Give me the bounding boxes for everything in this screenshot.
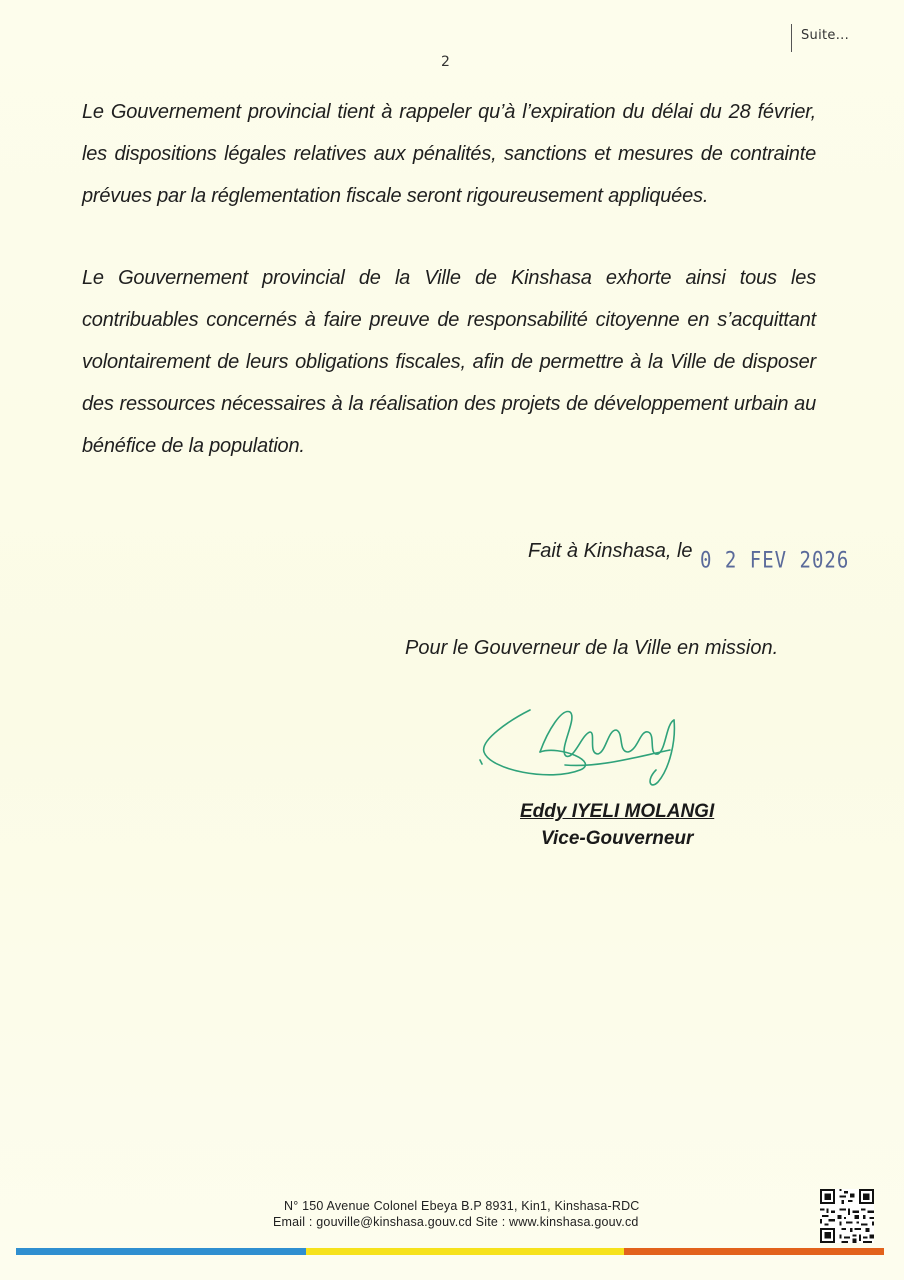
qr-code-icon [820, 1189, 874, 1243]
signature-icon [470, 690, 700, 800]
place-text: Fait à Kinshasa, le [528, 540, 693, 562]
signer-name: Eddy IYELI MOLANGI [520, 801, 715, 822]
flag-band-blue [16, 1248, 306, 1255]
flag-band-red [624, 1248, 884, 1255]
flag-band-yellow [306, 1248, 624, 1255]
page-number: 2 [441, 54, 450, 70]
date-stamp: 0 2 FEV 2026 [700, 548, 850, 574]
footer-address: N° 150 Avenue Colonel Ebeya B.P 8931, Kin1, Kinshasa-RDC [284, 1199, 640, 1213]
paragraph-exhortation: Le Gouvernement provincial de la Ville de Kinshasa exhorte ainsi tous les contribuables concernés à faire preuve de responsabilité citoyenne en s’acquittant volontairement de leurs obligations fiscales, afin de permettre à la Ville de disposer des ressources nécessaires à la réalisation des projets de développement urbain au bénéfice de la population. [82, 267, 816, 457]
signer-title: Vice-Gouverneur [541, 828, 694, 849]
margin-divider [791, 24, 792, 52]
continuation-note: Suite... [801, 28, 849, 43]
paragraph-penalties: Le Gouvernement provincial tient à rappeler qu’à l’expiration du délai du 28 février, les dispositions légales relatives aux pénalités, sanctions et mesures de contrainte prévues par la réglementation fiscale seront rigoureusement appliquées. [82, 101, 816, 207]
footer-contact: Email : gouville@kinshasa.gouv.cd Site : www.kinshasa.gouv.cd [273, 1215, 639, 1229]
flag-color-band [16, 1248, 884, 1255]
on-behalf-text: Pour le Gouverneur de la Ville en mission. [405, 637, 779, 659]
